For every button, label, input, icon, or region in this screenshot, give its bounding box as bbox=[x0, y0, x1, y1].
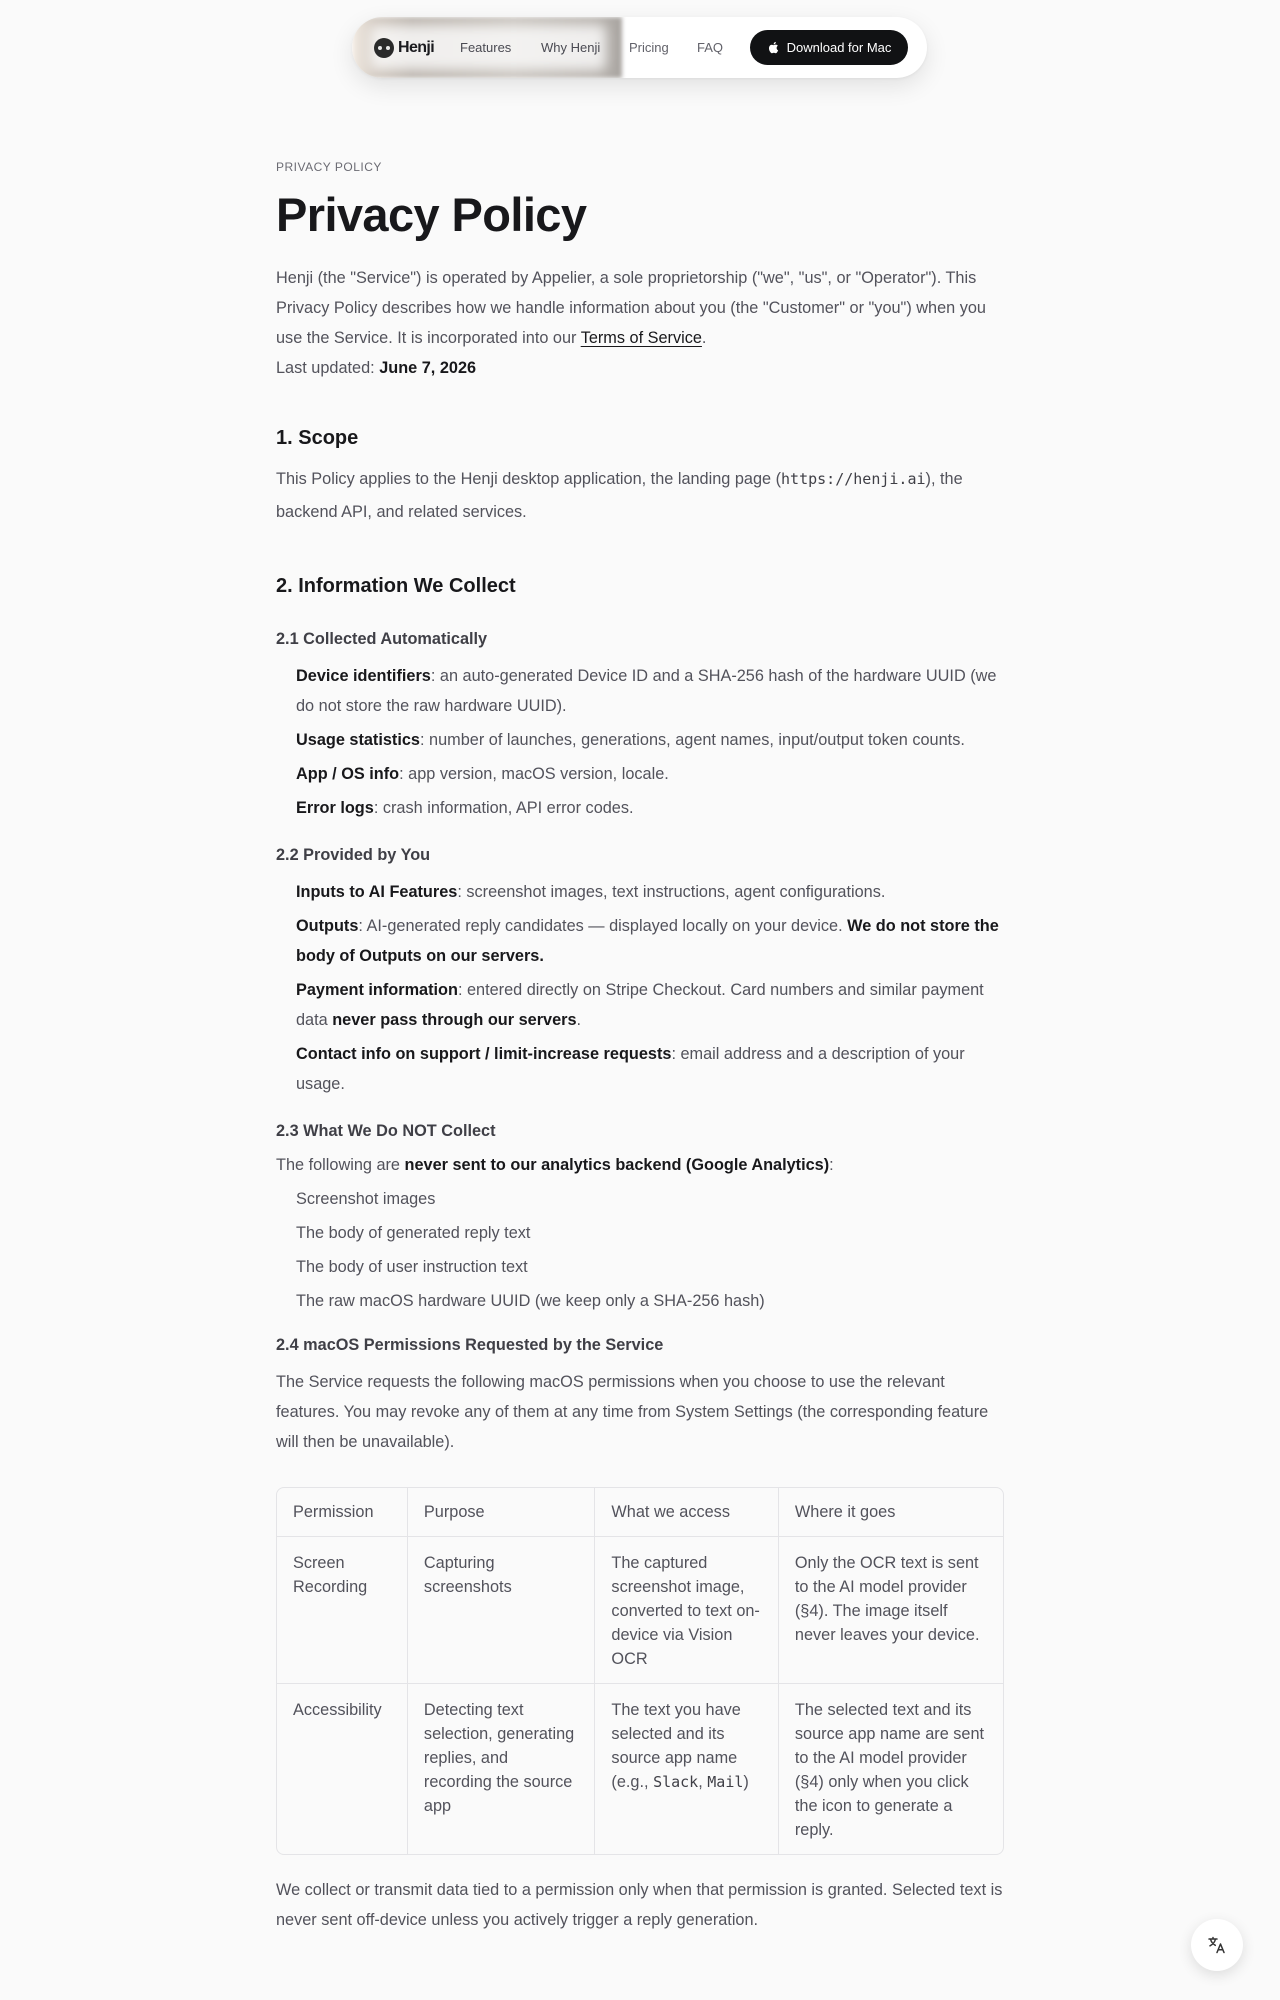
nav-link-features[interactable]: Features bbox=[460, 40, 512, 55]
terms-of-service-link[interactable]: Terms of Service bbox=[580, 329, 702, 347]
list-item-end: . bbox=[576, 1011, 582, 1029]
list-item-term: Error logs bbox=[296, 799, 374, 817]
not-collect-lead-a: The following are bbox=[276, 1156, 405, 1174]
intro-paragraph bbox=[276, 263, 1004, 353]
top-navigation bbox=[352, 17, 927, 78]
brand-logo-link[interactable] bbox=[374, 36, 434, 60]
list-item-term: Inputs to AI Features bbox=[296, 883, 458, 901]
download-for-mac-button[interactable] bbox=[750, 30, 908, 65]
list-item-emphasis: We do not store the body of Outputs on our servers. bbox=[296, 917, 999, 965]
column-header-permission: Permission bbox=[277, 1488, 408, 1537]
intro-end: . bbox=[701, 329, 707, 347]
not-collect-lead bbox=[276, 1153, 1004, 1177]
list-item-term: App / OS info bbox=[296, 765, 400, 783]
not-collect-lead-bold: never sent to our analytics backend (Google Analytics) bbox=[404, 1156, 830, 1174]
column-header-where-it-goes: Where it goes bbox=[779, 1488, 1003, 1537]
privacy-policy-content bbox=[276, 159, 1004, 1935]
scope-paragraph bbox=[276, 463, 1004, 529]
list-item bbox=[296, 911, 1004, 971]
app-name-code: Slack bbox=[653, 1773, 699, 1791]
nav-link-faq[interactable]: FAQ bbox=[697, 40, 724, 55]
translate-icon bbox=[1207, 1935, 1227, 1955]
list-item-term: Device identifiers bbox=[296, 667, 431, 685]
table-cell: The captured screenshot image, converted to text on-device via Vision OCR bbox=[595, 1537, 778, 1684]
column-header-what-we-access: What we access bbox=[595, 1488, 778, 1537]
permissions-intro: The Service requests the following macOS permissions when you choose to use the relevant features. You may revoke any of them at any time from System Settings (the corresponding feature will then be unavailable). bbox=[276, 1373, 989, 1451]
access-sep: , bbox=[698, 1773, 708, 1791]
list-item-desc: : crash information, API error codes. bbox=[373, 799, 634, 817]
last-updated bbox=[276, 353, 1004, 383]
list-item bbox=[296, 1039, 1004, 1099]
page-eyebrow: PRIVACY POLICY bbox=[276, 160, 382, 174]
table-cell: Detecting text selection, generating replies, and recording the source app bbox=[408, 1684, 596, 1854]
collected-automatically-list bbox=[276, 661, 1004, 823]
section-heading-scope: 1. Scope bbox=[276, 427, 359, 449]
list-item: The body of user instruction text bbox=[296, 1258, 528, 1276]
landing-page-url: https://henji.ai bbox=[781, 470, 926, 488]
subsection-heading-not-collect: 2.3 What We Do NOT Collect bbox=[276, 1122, 496, 1140]
list-item-desc: : AI-generated reply candidates — displayed locally on your device. bbox=[358, 917, 848, 935]
last-updated-date: June 7, 2026 bbox=[379, 359, 477, 377]
table-cell: Capturing screenshots bbox=[408, 1537, 596, 1684]
list-item-desc: : email address and a description of your usage. bbox=[296, 1045, 965, 1093]
brand-name: Henji bbox=[398, 39, 435, 56]
intro-text: Henji (the "Service") is operated by Appelier, a sole proprietorship ("we", "us", or "Operator"). This Privacy Policy describes how we handle information about you (the "Customer" or "you") when you use the Service. It is incorporated into our bbox=[276, 269, 986, 347]
permissions-table bbox=[276, 1487, 1004, 1855]
subsection-heading-provided-by-you: 2.2 Provided by You bbox=[276, 846, 431, 864]
table-cell: The selected text and its source app name are sent to the AI model provider (§4) only when you click the icon to generate a reply. bbox=[794, 1701, 985, 1839]
list-item-desc: : screenshot images, text instructions, agent configurations. bbox=[457, 883, 886, 901]
list-item-desc: : an auto-generated Device ID and a SHA-256 hash of the hardware UUID (we do not store the raw hardware UUID). bbox=[296, 667, 997, 715]
permissions-note: We collect or transmit data tied to a permission only when that permission is granted. Selected text is never sent off-device unless you actively trigger a reply generation. bbox=[276, 1881, 1003, 1929]
list-item-term: Payment information bbox=[296, 981, 458, 999]
table-row bbox=[277, 1684, 1003, 1854]
list-item: Screenshot images bbox=[296, 1190, 436, 1208]
apple-icon bbox=[767, 41, 779, 54]
section-heading-information-we-collect: 2. Information We Collect bbox=[276, 575, 516, 597]
not-collect-lead-b: : bbox=[829, 1156, 834, 1174]
table-cell: Accessibility bbox=[277, 1684, 408, 1854]
translate-button[interactable] bbox=[1191, 1919, 1243, 1971]
last-updated-label: Last updated: bbox=[276, 359, 380, 377]
table-cell: Only the OCR text is sent to the AI model provider (§4). The image itself never leaves your device. bbox=[779, 1537, 1003, 1684]
page-title: Privacy Policy bbox=[276, 188, 587, 241]
list-item-desc: : entered directly on Stripe Checkout. Card numbers and similar payment data bbox=[296, 981, 984, 1029]
access-text-b: ) bbox=[743, 1773, 749, 1791]
nav-link-why-henji[interactable]: Why Henji bbox=[541, 40, 601, 55]
list-item bbox=[296, 725, 1004, 755]
nav-link-pricing[interactable]: Pricing bbox=[629, 40, 669, 55]
access-text-a: The text you have selected and its source app name (e.g., bbox=[611, 1701, 741, 1791]
app-name-code: Mail bbox=[707, 1773, 744, 1791]
table-cell bbox=[595, 1684, 778, 1854]
scope-text-b: ), the backend API, and related services. bbox=[276, 470, 963, 521]
list-item-emphasis: never pass through our servers bbox=[332, 1011, 577, 1029]
table-cell: Screen Recording bbox=[277, 1537, 408, 1684]
subsection-heading-collected-automatically: 2.1 Collected Automatically bbox=[276, 630, 488, 648]
list-item: The body of generated reply text bbox=[296, 1224, 531, 1242]
list-item bbox=[296, 759, 1004, 789]
provided-by-you-list bbox=[276, 877, 1004, 1099]
list-item: The raw macOS hardware UUID (we keep only a SHA-256 hash) bbox=[296, 1292, 765, 1310]
table-row bbox=[277, 1537, 1003, 1684]
not-collect-list bbox=[276, 1187, 1004, 1313]
list-item bbox=[296, 975, 1004, 1035]
list-item bbox=[296, 793, 1004, 823]
list-item-term: Usage statistics bbox=[296, 731, 420, 749]
table-header-row bbox=[277, 1488, 1003, 1537]
column-header-purpose: Purpose bbox=[408, 1488, 596, 1537]
henji-logo-icon bbox=[374, 38, 394, 58]
list-item-desc: : number of launches, generations, agent names, input/output token counts. bbox=[419, 731, 965, 749]
list-item bbox=[296, 877, 1004, 907]
download-button-label: Download for Mac bbox=[786, 40, 892, 55]
list-item-term: Outputs bbox=[296, 917, 359, 935]
list-item bbox=[296, 661, 1004, 721]
scope-text-a: This Policy applies to the Henji desktop application, the landing page ( bbox=[276, 470, 782, 488]
list-item-term: Contact info on support / limit-increase requests bbox=[296, 1045, 672, 1063]
list-item-desc: : app version, macOS version, locale. bbox=[399, 765, 669, 783]
subsection-heading-macos-permissions: 2.4 macOS Permissions Requested by the Service bbox=[276, 1336, 664, 1354]
